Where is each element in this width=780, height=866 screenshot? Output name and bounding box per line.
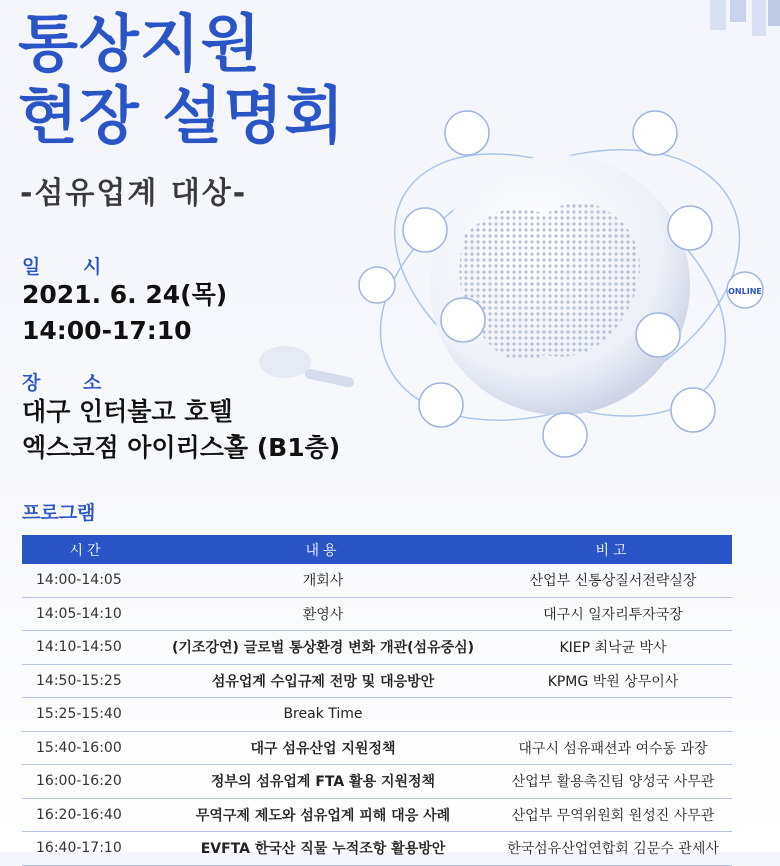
note-cell: 한국섬유산업연합회 김문수 관세사 bbox=[494, 832, 732, 866]
file-cabinet-icon bbox=[419, 383, 463, 427]
venue-label: 장 소 bbox=[22, 372, 120, 394]
venue-line-2: 엑스코점 아이리스홀 (B1층) bbox=[22, 433, 341, 462]
content-cell: (기조강연) 글로벌 통상환경 변화 개관(섬유중심) bbox=[152, 631, 494, 665]
note-cell: 산업부 신통상질서전략실장 bbox=[494, 564, 732, 597]
decorative-blocks bbox=[700, 0, 780, 40]
page-subtitle: -섬유업계 대상- bbox=[20, 176, 248, 211]
building-icon bbox=[668, 206, 712, 250]
payment-icon bbox=[441, 298, 485, 342]
program-table bbox=[22, 535, 732, 866]
note-cell: KIEP 최낙균 박사 bbox=[494, 631, 732, 665]
inbox-icon bbox=[543, 413, 587, 457]
globe-illustration bbox=[355, 95, 765, 475]
table-row bbox=[22, 664, 732, 698]
table-row bbox=[22, 698, 732, 732]
handshake-icon bbox=[403, 208, 447, 252]
time-cell: 16:20-16:40 bbox=[22, 798, 152, 832]
time-cell: 16:40-17:10 bbox=[22, 832, 152, 866]
time-cell: 15:40-16:00 bbox=[22, 731, 152, 765]
program-title: 프로그램 bbox=[22, 502, 96, 524]
header-content: 내용 bbox=[152, 535, 494, 564]
meeting-icon bbox=[445, 111, 489, 155]
content-cell: 환영사 bbox=[152, 597, 494, 631]
table-row bbox=[22, 798, 732, 832]
table-row bbox=[22, 597, 732, 631]
schedule-time: 14:00-17:10 bbox=[22, 316, 192, 345]
page-title bbox=[18, 8, 345, 152]
program-header-row bbox=[22, 535, 732, 564]
header-time: 시간 bbox=[22, 535, 152, 564]
header-note: 비고 bbox=[494, 535, 732, 564]
content-cell: 개회사 bbox=[152, 564, 494, 597]
time-cell: 16:00-16:20 bbox=[22, 765, 152, 799]
table-row bbox=[22, 731, 732, 765]
content-cell: 무역구제 제도와 섬유업계 피해 대응 사례 bbox=[152, 798, 494, 832]
table-row bbox=[22, 631, 732, 665]
content-cell: 대구 섬유산업 지원정책 bbox=[152, 731, 494, 765]
venue-line-1: 대구 인터불고 호텔 bbox=[22, 397, 233, 426]
magnifier-icon bbox=[250, 340, 360, 400]
title-line-2: 현장 설명회 bbox=[18, 79, 346, 152]
content-cell: EVFTA 한국산 직물 누적조항 활용방안 bbox=[152, 832, 494, 866]
time-cell: 15:25-15:40 bbox=[22, 698, 152, 732]
online-badge: ONLINE bbox=[728, 287, 762, 296]
table-row bbox=[22, 765, 732, 799]
time-cell: 14:10-14:50 bbox=[22, 631, 152, 665]
schedule-info bbox=[22, 277, 227, 349]
schedule-label: 일 시 bbox=[22, 256, 120, 278]
content-cell: 정부의 섬유업계 FTA 활용 지원정책 bbox=[152, 765, 494, 799]
note-cell: 산업부 활용촉진팀 양성국 사무관 bbox=[494, 765, 732, 799]
schedule-date: 2021. 6. 24(목) bbox=[22, 280, 228, 309]
note-cell: KPMG 박원 상무이사 bbox=[494, 664, 732, 698]
note-cell bbox=[494, 698, 732, 732]
note-cell: 산업부 무역위원회 원성진 사무관 bbox=[494, 798, 732, 832]
time-cell: 14:00-14:05 bbox=[22, 564, 152, 597]
globe-network-icon bbox=[633, 111, 677, 155]
table-row bbox=[22, 564, 732, 597]
table-row bbox=[22, 832, 732, 866]
note-cell: 대구시 일자리투자국장 bbox=[494, 597, 732, 631]
link-icon bbox=[671, 388, 715, 432]
note-cell: 대구시 섬유패션과 여수동 과장 bbox=[494, 731, 732, 765]
title-line-1: 통상지원 bbox=[18, 7, 262, 80]
document-icon bbox=[359, 267, 395, 303]
time-cell: 14:05-14:10 bbox=[22, 597, 152, 631]
content-cell: Break Time bbox=[152, 698, 494, 732]
content-cell: 섬유업계 수입규제 전망 및 대응방안 bbox=[152, 664, 494, 698]
chart-icon bbox=[636, 313, 680, 357]
time-cell: 14:50-15:25 bbox=[22, 664, 152, 698]
venue-info bbox=[22, 394, 340, 466]
